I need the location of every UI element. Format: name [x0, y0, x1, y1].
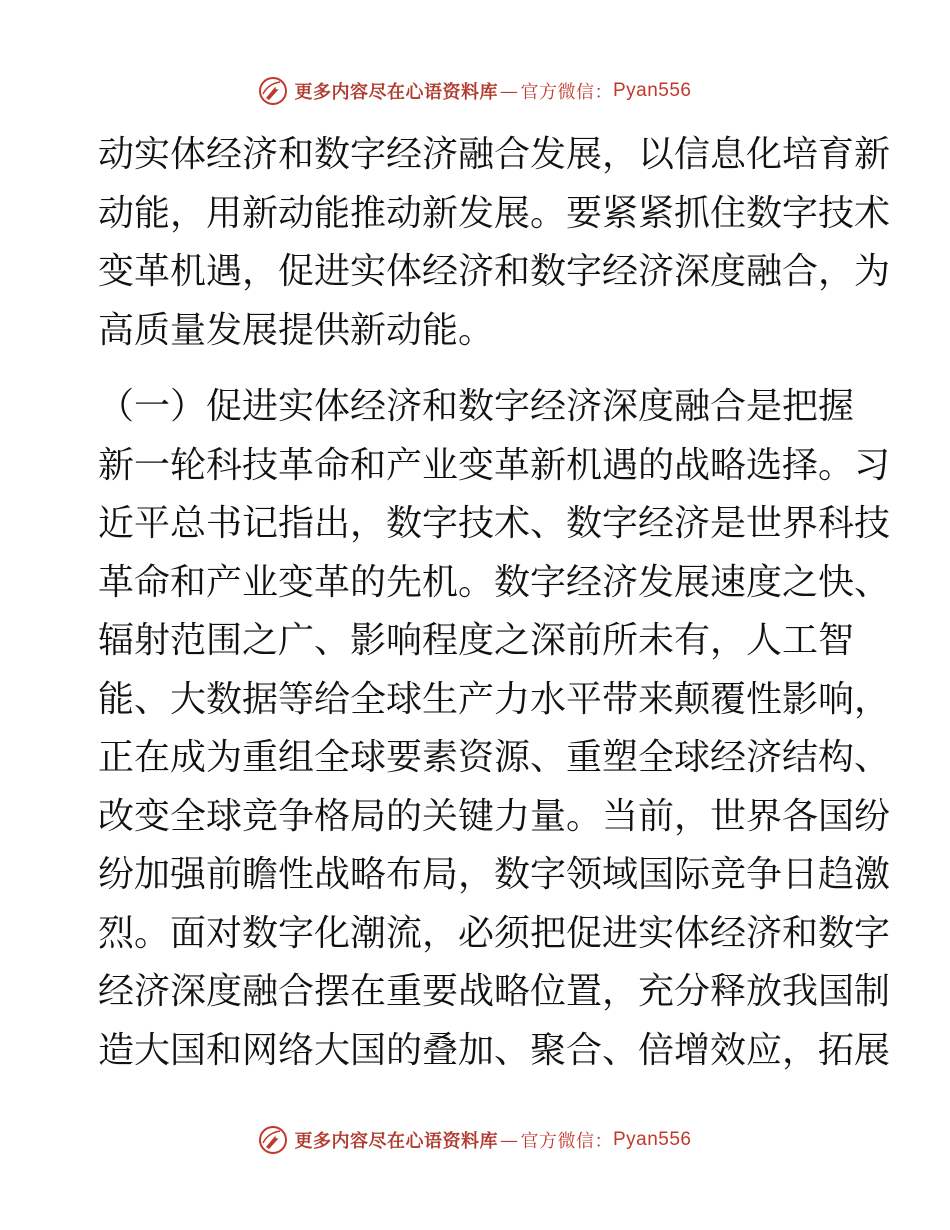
pen-nib-logo-icon	[258, 76, 288, 106]
text-line: 变革机遇，促进实体经济和数字经济深度融合，为	[98, 251, 891, 292]
text-line: 动能，用新动能推动新发展。要紧紧抓住数字技术	[98, 192, 891, 234]
paragraph-1	[98, 126, 891, 360]
header-banner	[0, 74, 950, 108]
banner-wechat-label: 官方微信：	[520, 1131, 613, 1152]
text-line: （一）促进实体经济和数字经济深度融合是把握	[98, 386, 855, 427]
text-line: 高质量发展提供新动能。	[98, 309, 495, 351]
text-line: 革命和产业变革的先机。数字经济发展速度之快、	[98, 561, 891, 603]
pen-nib-logo-icon	[258, 1125, 288, 1155]
banner-brand: 更多内容尽在心语资料库	[294, 1131, 498, 1152]
document-body	[98, 126, 891, 1080]
banner-wechat-label: 官方微信：	[520, 82, 613, 103]
text-line: 造大国和网络大国的叠加、聚合、倍增效应，拓展	[98, 1029, 891, 1071]
text-line: 新一轮科技革命和产业变革新机遇的战略选择。习	[98, 444, 891, 486]
paragraph-spacer	[98, 360, 858, 378]
banner-dash: —	[499, 80, 519, 102]
footer-banner	[0, 1123, 950, 1157]
text-line: 近平总书记指出，数字技术、数字经济是世界科技	[98, 503, 891, 544]
text-line: 动实体经济和数字经济融合发展，以信息化培育新	[98, 134, 891, 175]
text-line: 能、大数据等给全球生产力水平带来颠覆性影响，	[98, 678, 891, 720]
text-line: 经济深度融合摆在重要战略位置，充分释放我国制	[98, 971, 891, 1012]
banner-dash: —	[499, 1129, 519, 1151]
text-line: 正在成为重组全球要素资源、重塑全球经济结构、	[98, 737, 891, 778]
banner-wechat-id: Pyan556	[612, 80, 692, 101]
text-line: 辐射范围之广、影响程度之深前所未有，人工智	[98, 620, 855, 661]
text-line: 纷加强前瞻性战略布局，数字领域国际竞争日趋激	[98, 854, 891, 895]
paragraph-2	[98, 378, 891, 1080]
text-line: 烈。面对数字化潮流，必须把促进实体经济和数字	[98, 912, 891, 954]
banner-wechat-id: Pyan556	[612, 1129, 692, 1150]
banner-brand: 更多内容尽在心语资料库	[294, 82, 498, 103]
text-line: 改变全球竞争格局的关键力量。当前，世界各国纷	[98, 795, 891, 837]
